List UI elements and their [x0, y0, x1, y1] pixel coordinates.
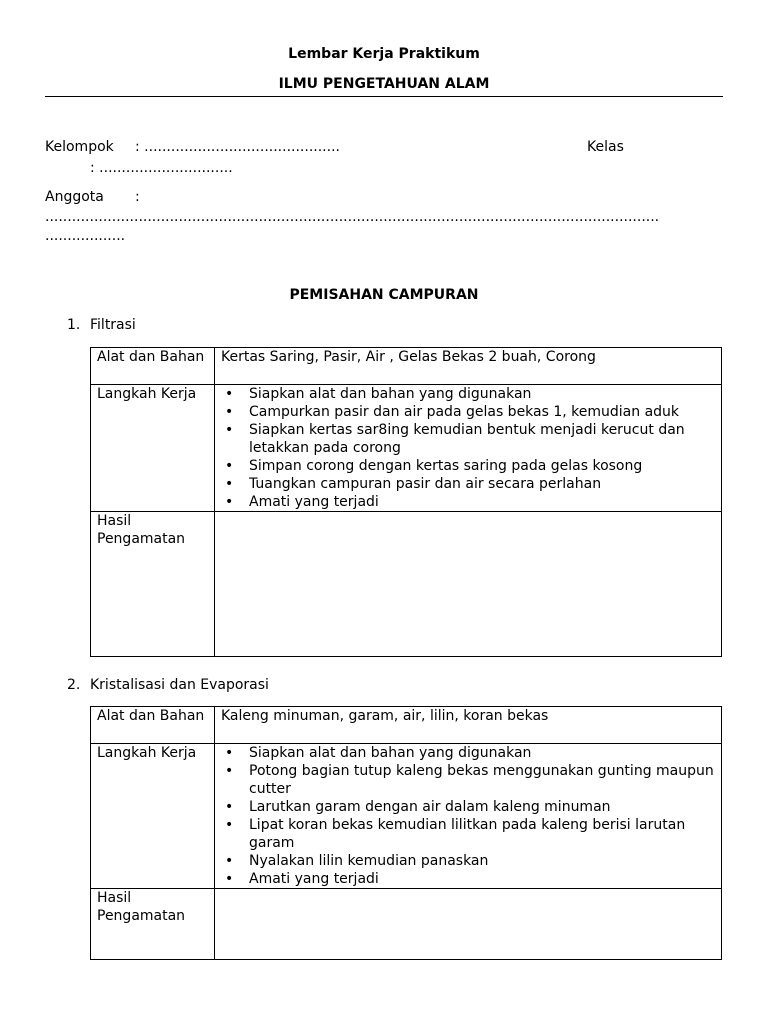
result-label: Hasil Pengamatan: [91, 512, 215, 657]
result-cell[interactable]: [215, 889, 722, 960]
step-text: Siapkan kertas sar8ing kemudian bentuk menjadi kerucut dan letakkan pada corong: [249, 422, 685, 456]
step-text: Amati yang terjadi: [249, 494, 379, 510]
steps-label: Langkah Kerja: [91, 385, 215, 512]
kelas-label: Kelas: [587, 139, 624, 155]
list-item: [225, 744, 715, 762]
list-item: [225, 852, 715, 870]
table-row: [91, 385, 722, 512]
anggota-label: Anggota: [45, 189, 104, 205]
experiment-2-number: 2.: [67, 677, 81, 693]
table-row: [91, 348, 722, 385]
kelompok-label: Kelompok: [45, 139, 114, 155]
anggota-field-line-1[interactable]: ..........................................................................................................................................: [45, 209, 660, 225]
steps-list: [221, 744, 715, 888]
header-divider: [45, 96, 723, 97]
table-row: [91, 744, 722, 889]
bullet-icon: •: [225, 422, 234, 438]
steps-label: Langkah Kerja: [91, 744, 215, 889]
bullet-icon: •: [225, 745, 234, 761]
steps-cell: [215, 744, 722, 889]
experiment-2-title: Kristalisasi dan Evaporasi: [90, 677, 269, 693]
result-cell[interactable]: [215, 512, 722, 657]
bullet-icon: •: [225, 494, 234, 510]
materials-value: Kaleng minuman, garam, air, lilin, koran bekas: [215, 707, 722, 744]
list-item: [225, 475, 715, 493]
experiment-1-table: [90, 347, 722, 657]
step-text: Potong bagian tutup kaleng bekas menggunakan gunting maupun cutter: [249, 763, 714, 797]
experiment-1-title: Filtrasi: [90, 317, 136, 333]
list-item: [225, 816, 715, 852]
experiment-2-table: [90, 706, 722, 960]
step-text: Lipat koran bekas kemudian lilitkan pada kaleng berisi larutan garam: [249, 817, 686, 851]
list-item: [225, 762, 715, 798]
materials-label: Alat dan Bahan: [91, 348, 215, 385]
step-text: Larutkan garam dengan air dalam kaleng minuman: [249, 799, 611, 815]
step-text: Tuangkan campuran pasir dan air secara perlahan: [249, 476, 602, 492]
table-row: [91, 707, 722, 744]
bullet-icon: •: [225, 871, 234, 887]
bullet-icon: •: [225, 853, 234, 869]
list-item: [225, 493, 715, 511]
step-text: Campurkan pasir dan air pada gelas bekas 1, kemudian aduk: [249, 404, 680, 420]
materials-value: Kertas Saring, Pasir, Air , Gelas Bekas 2 buah, Corong: [215, 348, 722, 385]
list-item: [225, 798, 715, 816]
section-title: PEMISAHAN CAMPURAN: [289, 287, 479, 303]
anggota-field-line-2[interactable]: ..................: [45, 228, 126, 244]
step-text: Siapkan alat dan bahan yang digunakan: [249, 386, 532, 402]
list-item: [225, 457, 715, 475]
list-item: [225, 870, 715, 888]
list-item: [225, 403, 715, 421]
experiment-1-number: 1.: [67, 317, 81, 333]
step-text: Siapkan alat dan bahan yang digunakan: [249, 745, 532, 761]
kelas-field[interactable]: : ..............................: [90, 160, 233, 176]
anggota-colon: :: [135, 189, 140, 205]
step-text: Amati yang terjadi: [249, 871, 379, 887]
steps-list: [221, 385, 715, 511]
table-row: [91, 889, 722, 960]
worksheet-title: Lembar Kerja Praktikum: [288, 46, 480, 62]
subject-title: ILMU PENGETAHUAN ALAM: [278, 76, 490, 92]
table-row: [91, 512, 722, 657]
list-item: [225, 421, 715, 457]
bullet-icon: •: [225, 458, 234, 474]
bullet-icon: •: [225, 404, 234, 420]
result-label: Hasil Pengamatan: [91, 889, 215, 960]
materials-label: Alat dan Bahan: [91, 707, 215, 744]
steps-cell: [215, 385, 722, 512]
step-text: Simpan corong dengan kertas saring pada gelas kosong: [249, 458, 643, 474]
bullet-icon: •: [225, 799, 234, 815]
bullet-icon: •: [225, 817, 234, 833]
bullet-icon: •: [225, 476, 234, 492]
kelompok-field[interactable]: : ............................................: [135, 139, 340, 155]
bullet-icon: •: [225, 763, 234, 779]
list-item: [225, 385, 715, 403]
step-text: Nyalakan lilin kemudian panaskan: [249, 853, 489, 869]
bullet-icon: •: [225, 386, 234, 402]
